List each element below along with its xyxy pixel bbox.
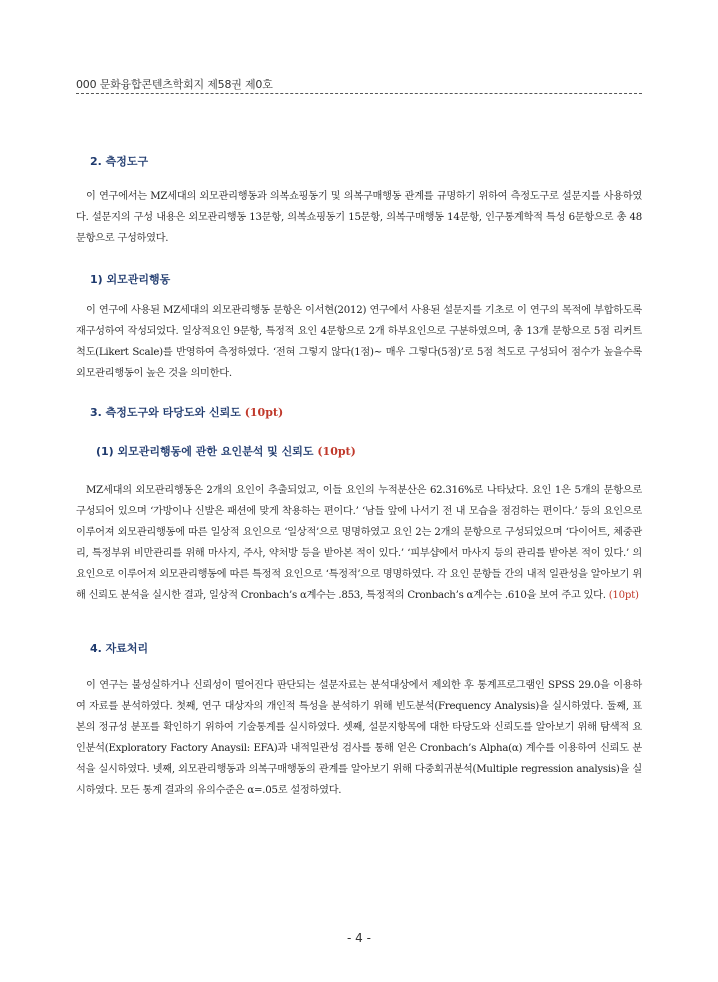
section-2-1-title: 1) 외모관리행동 <box>90 273 171 286</box>
section-4-paragraph: 이 연구는 불성실하거나 신뢰성이 떨어진다 판단되는 설문자료는 분석대상에서 제외한 후 통계프로그램인 SPSS 29.0을 이용하여 자료를 분석하였다. 첫째, 연구 대상자의 개인적 특성을 분석하기 위해 빈도분석(Frequency Analysis)을 실시하였다. 둘째, 표본의 정규성 분포를 확인하기 위하여 기술통계를 실시하였다. 셋째, 설문지항목에 대한 타당도와 신뢰도를 알아보기 위해 탐색적 요인분석(Exploratory Factory Anaysil: EFA)과 내적일관성 검사를 통해 얻은 Cronbach’s Alpha(α) 계수를 이용하여 신뢰도 분석을 실시하였다. 넷째, 외모관리행동과 의복구매행동의 관계를 알아보기 위해 다중회귀분석(Multiple regression analysis)을 실시하였다. 모든 통계 결과의 유의수준은 α=.05로 설정하였다. <box>76 680 642 796</box>
section-3-1-size-tag: (10pt) <box>317 445 356 458</box>
section-4-title: 4. 자료처리 <box>90 642 149 655</box>
section-2-1-paragraph: 이 연구에 사용된 MZ세대의 외모관리행동 문항은 이서현(2012) 연구에서 사용된 설문지를 기초로 이 연구의 목적에 부합하도록 재구성하여 작성되었다. 일상적요인 9문항, 특정적 요인 4문항으로 2개 하부요인으로 구분하였으며, 총 13개 문항으로 5점 리커트 척도(Likert Scale)를 반영하여 측정하였다. ‘전혀 그렇지 않다(1점)~ 매우 그렇다(5점)’로 5점 척도로 구성되어 점수가 높을수록 외모관리행동이 높은 것을 의미한다. <box>76 305 642 379</box>
section-3-1-title-text: (1) 외모관리행동에 관한 요인분석 및 신뢰도 <box>96 445 314 458</box>
section-2-title: 2. 측정도구 <box>90 155 149 168</box>
section-3-1-paragraph <box>76 480 642 606</box>
section-3-1-title <box>96 443 356 459</box>
page-number: - 4 - <box>347 931 371 945</box>
section-3-title <box>90 404 283 420</box>
header-divider <box>76 93 642 94</box>
section-2-paragraph: 이 연구에서는 MZ세대의 외모관리행동과 의복쇼핑동기 및 의복구매행동 관계를 규명하기 위하여 측정도구로 설문지를 사용하였다. 설문지의 구성 내용은 외모관리행동 13문항, 의복쇼핑동기 15문항, 의복구매행동 14문항, 인구통계학적 특성 6문항으로 총 48문항으로 구성하였다. <box>76 191 642 244</box>
section-3-size-tag: (10pt) <box>244 406 284 419</box>
section-3-1-end-tag: (10pt) <box>608 590 639 601</box>
section-3-1-paragraph-text: MZ세대의 외모관리행동은 2개의 요인이 추출되었고, 이들 요인의 누적분산은 62.316%로 나타났다. 요인 1은 5개의 문항으로 구성되어 있으며 ‘가방이나 신발은 패션에 맞게 착용하는 편이다.’ ‘남들 앞에 나서기 전 내 모습을 점검하는 편이다.’ 등의 요인으로 이루어져 외모관리행동에 따른 일상적 요인으로 ‘일상적’으로 명명하였고 요인 2는 2개의 문항으로 구성되었으며 ‘다이어트, 체중관리, 특정부위 비만관리를 위해 마사지, 주사, 약처방 등을 받아본 적이 있다.’ ‘피부샵에서 마사지 등의 관리를 받아본 적이 있다.’ 의 요인으로 이루어져 외모관리행동에 따른 특정적 요인으로 ‘특정적’으로 명명하였다. 각 요인 문항들 간의 내적 일관성을 알아보기 위해 신뢰도 분석을 실시한 결과, 일상적 Cronbach’s α계수는 .853, 특정적의 Cronbach’s α계수는 .610을 보여 주고 있다. <box>76 485 642 601</box>
section-3-title-text: 3. 측정도구와 타당도와 신뢰도 <box>90 406 241 419</box>
running-header: 000 문화융합콘텐츠학회지 제58권 제0호 <box>76 78 273 91</box>
